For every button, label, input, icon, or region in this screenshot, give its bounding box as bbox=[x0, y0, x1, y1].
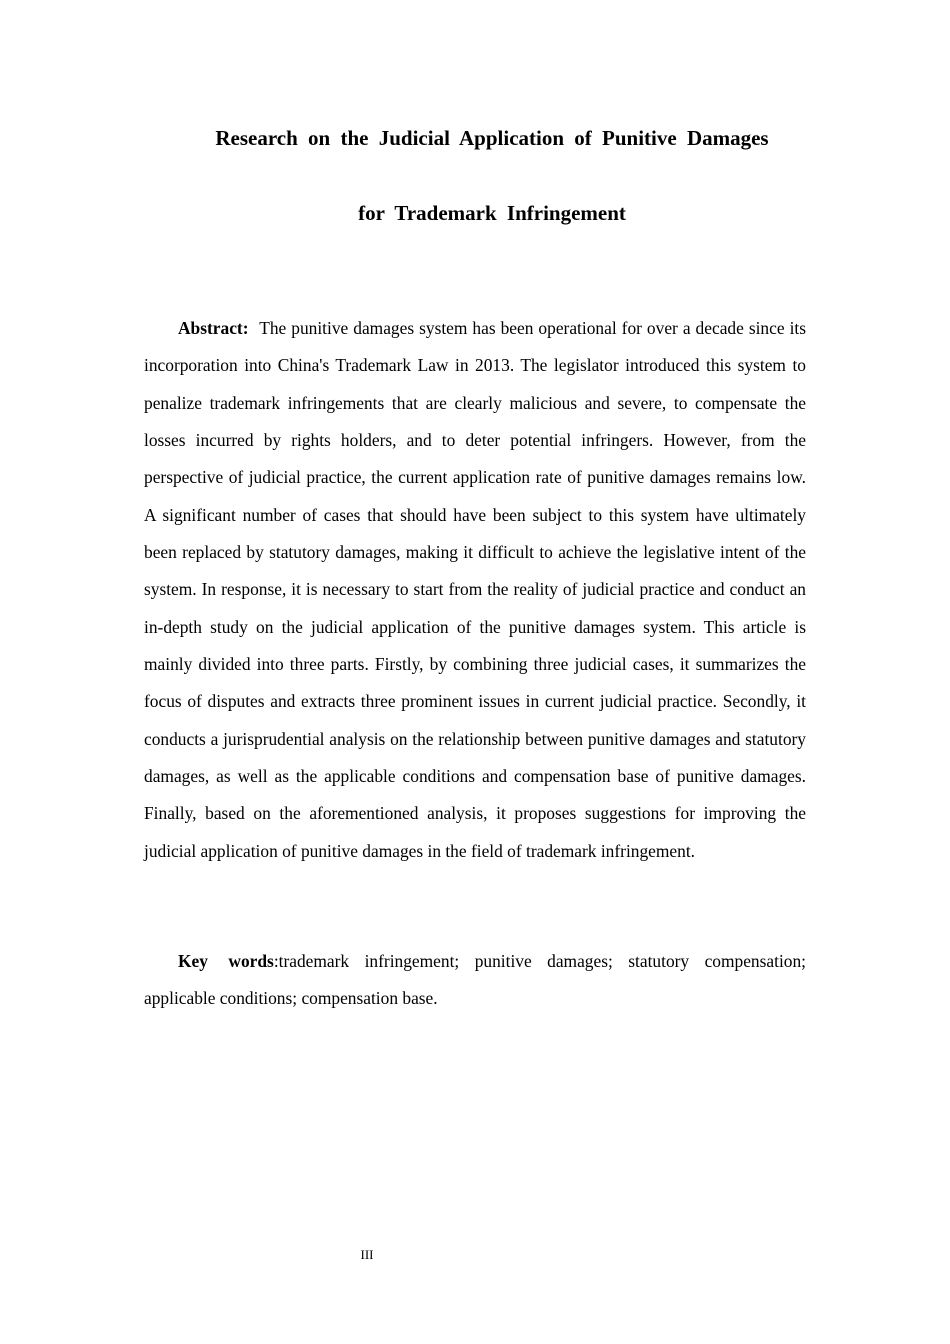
keywords-text: :trademark infringement; punitive damages; statutory compensation; applicable conditions; compensation base. bbox=[144, 951, 806, 1009]
title-line-2: for Trademark Infringement bbox=[358, 201, 626, 225]
keywords-label: Key words bbox=[178, 951, 274, 971]
abstract-paragraph bbox=[144, 310, 806, 870]
keywords-paragraph bbox=[144, 943, 806, 1018]
page-number: III bbox=[360, 1247, 374, 1262]
abstract-label: Abstract: bbox=[178, 318, 249, 338]
title-line-1: Research on the Judicial Application of Punitive Damages bbox=[215, 126, 769, 150]
abstract-text: The punitive damages system has been operational for over a decade since its incorporation into China's Trademark Law in 2013. The legislator introduced this system to penalize trademark infringements that are clearly malicious and severe, to compensate the losses incurred by rights holders, and to deter potential infringers. However, from the perspective of judicial practice, the current application rate of punitive damages remains low. A significant number of cases that should have been subject to this system have ultimately been replaced by statutory damages, making it difficult to achieve the legislative intent of the system. In response, it is necessary to start from the reality of judicial practice and conduct an in-depth study on the judicial application of the punitive damages system. This article is mainly divided into three parts. Firstly, by combining three judicial cases, it summarizes the focus of disputes and extracts three prominent issues in current judicial practice. Secondly, it conducts a jurisprudential analysis on the relationship between punitive damages and statutory damages, as well as the applicable conditions and compensation base of punitive damages. Finally, based on the aforementioned analysis, it proposes suggestions for improving the judicial application of punitive damages in the field of trademark infringement. bbox=[144, 318, 806, 861]
